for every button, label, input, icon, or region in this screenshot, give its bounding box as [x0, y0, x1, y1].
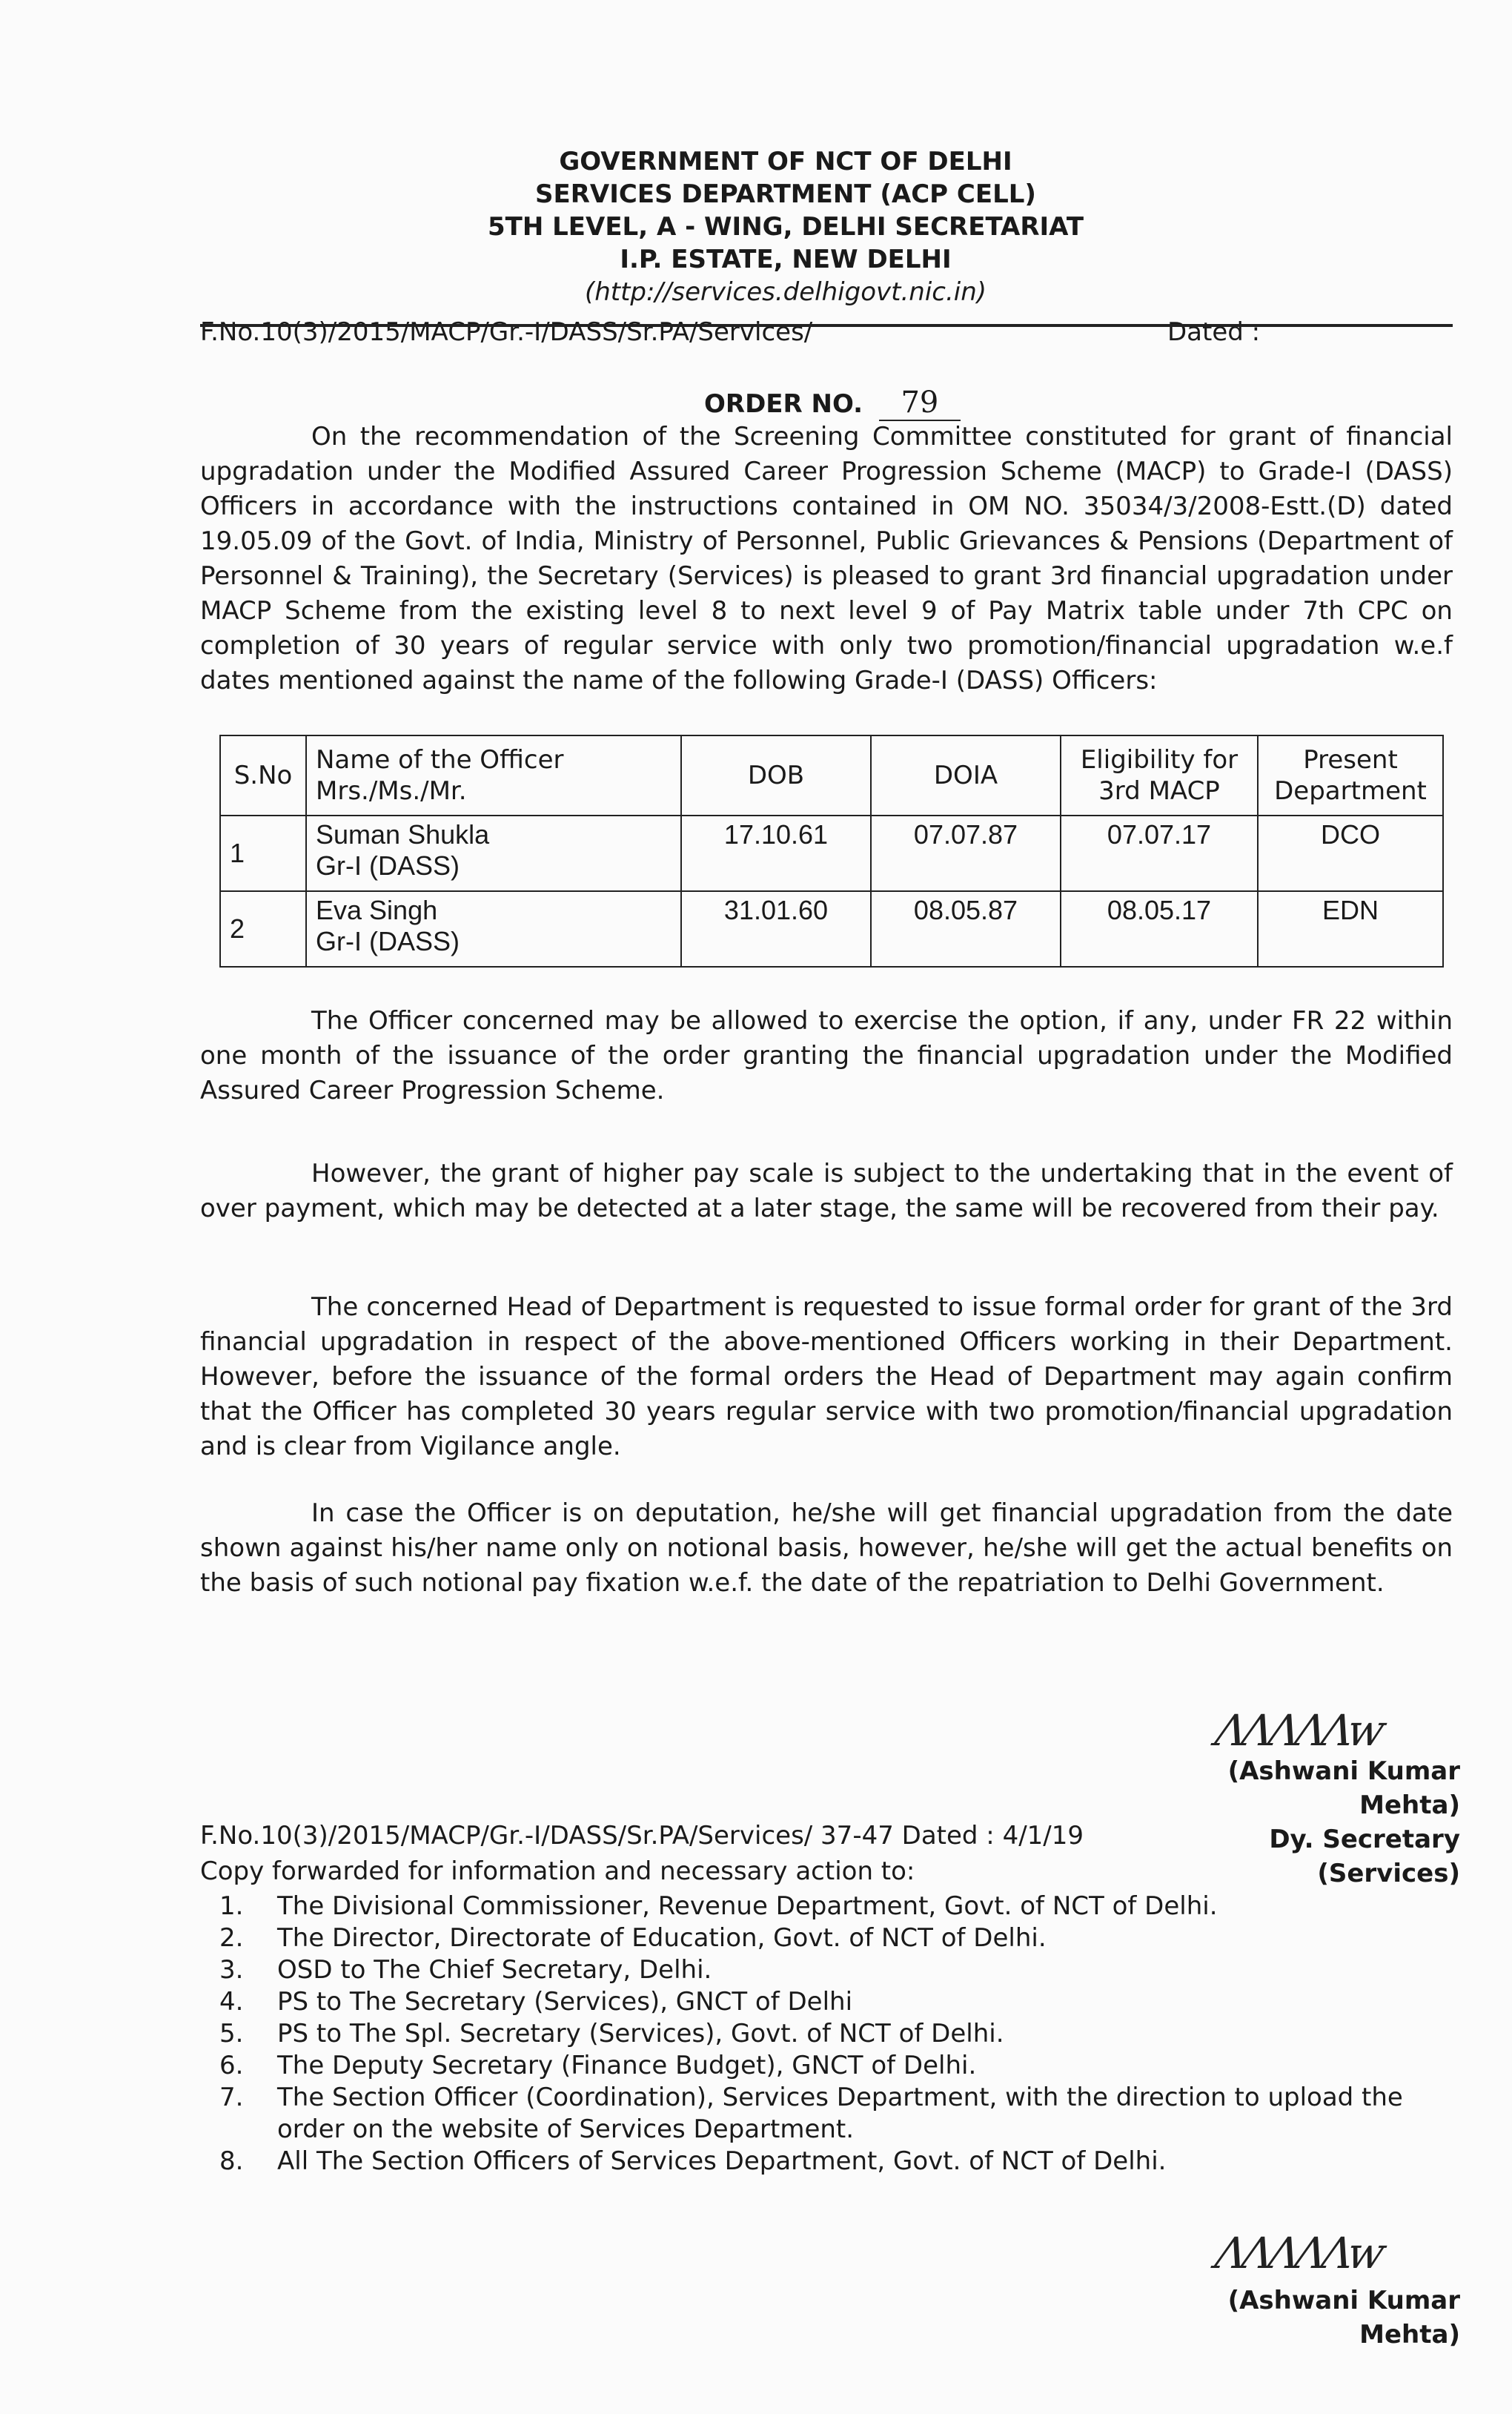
- cell-name: Eva Singh Gr-I (DASS): [306, 891, 681, 967]
- letterhead: [415, 145, 1156, 308]
- cell-name: Suman Shukla Gr-I (DASS): [306, 816, 681, 891]
- list-item: 3. OSD to The Chief Secretary, Delhi.: [219, 1955, 712, 1985]
- list-item: 6. The Deputy Secretary (Finance Budget), GNCT of Delhi.: [219, 2051, 977, 2080]
- letterhead-line-address: 5TH LEVEL, A - WING, DELHI SECRETARIAT: [487, 212, 1084, 242]
- signatory-block: [1127, 1754, 1460, 1891]
- paragraph-undertaking: However, the grant of higher pay scale is subject to the undertaking that in the event of over payment, which may be detected at a later stage, the same will be recovered from their pay.: [200, 1159, 1453, 1223]
- col-header-department: Present Department: [1258, 735, 1443, 816]
- order-number: 79: [879, 386, 961, 421]
- order-number-line: [704, 386, 961, 421]
- paragraph-recommendation: On the recommendation of the Screening Committee constituted for grant of financial upgradation under the Modified Assured Career Progression Scheme (MACP) to Grade-I (DASS) Officers in accordance with the instructions contained in OM NO. 35034/3/2008-Estt.(D) dated 19.05.09 of the Govt. of India, Ministry of Personnel, Public Grievances & Pensions (Department of Personnel & Training), the Secretary (Services) is pleased to grant 3rd financial upgradation under MACP Scheme from the existing level 8 to next level 9 of Pay Matrix table under 7th CPC on completion of 30 years of regular service with only two promotion/financial upgradation w.e.f dates mentioned against the name of the following Grade-I (DASS) Officers:: [200, 422, 1453, 695]
- header-divider: [200, 324, 1453, 327]
- signatory-block-2: [1127, 2284, 1460, 2352]
- paragraph-option: The Officer concerned may be allowed to exercise the option, if any, under FR 22 within one month of the issuance of the order granting the financial upgradation under the Modified Assured Career Progression Scheme.: [200, 1006, 1453, 1105]
- paragraph-deputation: In case the Officer is on deputation, he/she will get financial upgradation from the date shown against his/her name only on notional basis, however, he/she will get the actual benefits on the basis of such notional pay fixation w.e.f. the date of the repatriation to Delhi Government.: [200, 1498, 1453, 1598]
- cell-doia: 07.07.87: [871, 816, 1061, 891]
- letterhead-line-department: SERVICES DEPARTMENT (ACP CELL): [535, 179, 1036, 209]
- letterhead-line-government: GOVERNMENT OF NCT OF DELHI: [559, 147, 1012, 176]
- order-label: ORDER NO.: [704, 389, 863, 419]
- list-item: 4. PS to The Secretary (Services), GNCT of Delhi: [219, 1987, 853, 2017]
- cell-sno: 2: [220, 891, 306, 967]
- officers-table: [219, 735, 1444, 968]
- list-item: 2. The Director, Directorate of Education, Govt. of NCT of Delhi.: [219, 1923, 1047, 1953]
- cell-eligibility: 07.07.17: [1061, 816, 1258, 891]
- signatory-name: (Ashwani Kumar Mehta): [1227, 2286, 1460, 2349]
- cell-doia: 08.05.87: [871, 891, 1061, 967]
- copy-intro: Copy forwarded for information and necessary action to:: [200, 1856, 915, 1886]
- col-header-sno: S.No: [220, 735, 306, 816]
- distribution-list: [219, 1891, 1472, 2177]
- table-header-row: [220, 735, 1443, 816]
- cell-eligibility: 08.05.17: [1061, 891, 1258, 967]
- list-item: 7. The Section Officer (Coordination), Services Department, with the direction to upload the order on the website of Services Department.: [219, 2083, 1403, 2144]
- cell-department: DCO: [1258, 816, 1443, 891]
- table-row: [220, 816, 1443, 891]
- list-item: 1. The Divisional Commissioner, Revenue Department, Govt. of NCT of Delhi.: [219, 1891, 1218, 1921]
- letterhead-line-city: I.P. ESTATE, NEW DELHI: [620, 245, 952, 274]
- signature-mark: ɅɅɅɅɅw: [1207, 1705, 1390, 1756]
- col-header-dob: DOB: [681, 735, 871, 816]
- cell-dob: 31.01.60: [681, 891, 871, 967]
- signatory-name: (Ashwani Kumar Mehta): [1227, 1756, 1460, 1820]
- cell-sno: 1: [220, 816, 306, 891]
- table-row: [220, 891, 1443, 967]
- col-header-eligibility: Eligibility for 3rd MACP: [1061, 735, 1258, 816]
- col-header-doia: DOIA: [871, 735, 1061, 816]
- paragraph-head-of-department: The concerned Head of Department is requested to issue formal order for grant of the 3rd financial upgradation in respect of the above-mentioned Officers working in their Department. However, before the issuance of the formal orders the Head of Department may again confirm that the Officer has completed 30 years regular service with two promotion/financial upgradation and is clear from Vigilance angle.: [200, 1292, 1453, 1461]
- dated-label: Dated :: [1167, 317, 1261, 347]
- list-item: 8. All The Section Officers of Services Department, Govt. of NCT of Delhi.: [219, 2146, 1167, 2176]
- file-number-line: [200, 317, 1453, 347]
- letterhead-url: (http://services.delhigovt.nic.in): [584, 277, 987, 307]
- file-number: F.No.10(3)/2015/MACP/Gr.-I/DASS/Sr.PA/Services/: [200, 317, 813, 347]
- cell-dob: 17.10.61: [681, 816, 871, 891]
- signatory-designation: Dy. Secretary (Services): [1269, 1825, 1460, 1888]
- signature-mark: ɅɅɅɅɅw: [1207, 2228, 1390, 2278]
- list-item: 5. PS to The Spl. Secretary (Services), Govt. of NCT of Delhi.: [219, 2019, 1004, 2048]
- col-header-name: Name of the Officer Mrs./Ms./Mr.: [306, 735, 681, 816]
- cell-department: EDN: [1258, 891, 1443, 967]
- copy-file-number: F.No.10(3)/2015/MACP/Gr.-I/DASS/Sr.PA/Services/ 37-47 Dated : 4/1/19: [200, 1821, 1084, 1851]
